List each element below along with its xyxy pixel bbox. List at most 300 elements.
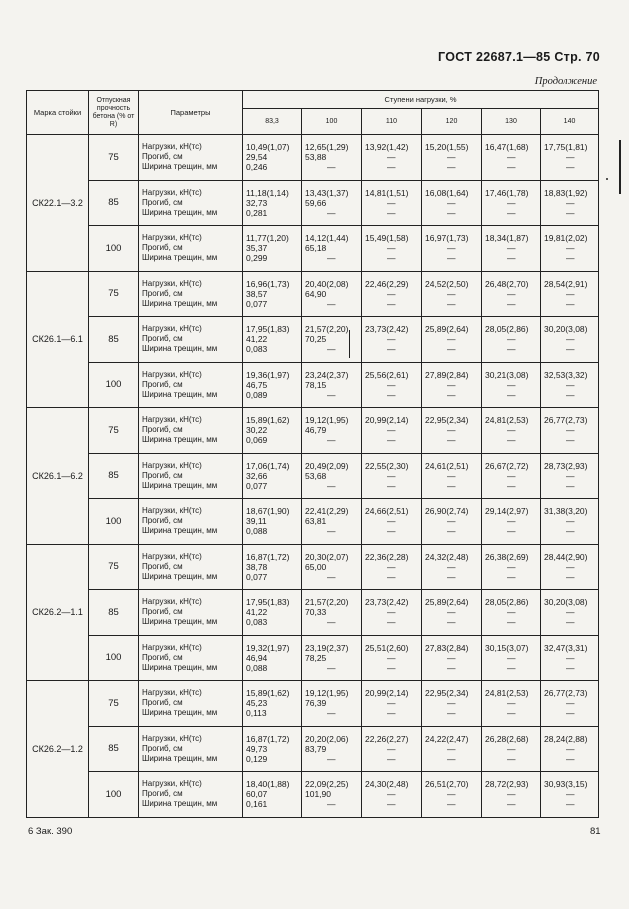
table-row	[27, 408, 599, 454]
crack-width-value: —	[387, 480, 396, 491]
param-label: Нагрузки, кН(тс)	[142, 278, 202, 288]
deflection-value: —	[566, 334, 575, 345]
load-value: 23,24(2,37)	[305, 369, 349, 380]
deflection-value: —	[387, 470, 396, 481]
crack-width-value: 0,089	[246, 389, 268, 400]
crack-width-value: —	[327, 298, 336, 309]
deflection-value: —	[507, 379, 516, 390]
deflection-value: —	[566, 789, 575, 800]
crack-width-value: —	[447, 708, 456, 719]
table-row	[27, 772, 599, 818]
crack-width-value: —	[387, 662, 396, 673]
param-label: Ширина трещин, мм	[142, 571, 218, 581]
load-value: 28,44(2,90)	[544, 551, 588, 562]
grade-cell: СК26.2—1.1	[27, 544, 89, 681]
crack-width-value: 0,077	[246, 571, 268, 582]
load-value: 26,28(2,68)	[485, 733, 529, 744]
load-value: 26,38(2,69)	[485, 551, 529, 562]
load-value: 16,97(1,73)	[425, 233, 469, 244]
param-label: Ширина трещин, мм	[142, 526, 218, 536]
crack-width-value: —	[566, 799, 575, 810]
crack-width-value: —	[447, 662, 456, 673]
load-value: 30,93(3,15)	[544, 779, 588, 790]
deflection-value: —	[507, 698, 516, 709]
col-header-params: Параметры	[139, 91, 243, 135]
value-cell	[302, 408, 362, 454]
deflection-value: —	[447, 698, 456, 709]
crack-width-value: —	[387, 799, 396, 810]
param-label: Прогиб, см	[142, 425, 183, 435]
load-value: 27,83(2,84)	[425, 642, 469, 653]
deflection-value: —	[507, 789, 516, 800]
crack-width-value: —	[327, 207, 336, 218]
deflection-value: 53,88	[305, 152, 327, 163]
crack-width-value: —	[387, 526, 396, 537]
param-label: Нагрузки, кН(тс)	[142, 460, 202, 470]
param-label: Прогиб, см	[142, 470, 183, 480]
params-cell	[139, 635, 243, 681]
crack-width-value: —	[566, 344, 575, 355]
load-value: 11,77(1,20)	[246, 233, 289, 244]
value-cell	[362, 544, 422, 590]
load-test-table	[26, 90, 599, 818]
value-cell	[302, 317, 362, 363]
value-cell	[362, 681, 422, 727]
crack-width-value: —	[387, 162, 396, 173]
crack-width-value: —	[327, 344, 336, 355]
params-cell	[139, 317, 243, 363]
page-header-title: ГОСТ 22687.1—85 Стр. 70	[438, 50, 601, 64]
load-value: 10,49(1,07)	[246, 142, 290, 153]
crack-width-value: —	[327, 389, 336, 400]
load-value: 28,05(2,86)	[485, 324, 529, 335]
value-cell	[362, 772, 422, 818]
crack-width-value: 0,083	[246, 617, 268, 628]
param-label: Нагрузки, кН(тс)	[142, 779, 202, 789]
load-value: 15,89(1,62)	[246, 415, 290, 426]
value-cell	[243, 590, 302, 636]
params-cell	[139, 726, 243, 772]
table-row	[27, 544, 599, 590]
params-cell	[139, 453, 243, 499]
crack-width-value: 0,113	[246, 708, 267, 719]
param-label: Нагрузки, кН(тс)	[142, 233, 202, 243]
param-label: Прогиб, см	[142, 516, 183, 526]
load-value: 28,24(2,88)	[544, 733, 588, 744]
param-label: Нагрузки, кН(тс)	[142, 324, 202, 334]
crack-width-value: —	[566, 298, 575, 309]
value-cell	[482, 180, 541, 226]
value-cell	[243, 226, 302, 272]
load-value: 15,49(1,58)	[365, 233, 409, 244]
table-row	[27, 180, 599, 226]
param-label: Нагрузки, кН(тс)	[142, 551, 202, 561]
deflection-value: 46,94	[246, 652, 268, 663]
strength-cell: 100	[89, 772, 139, 818]
value-cell	[541, 499, 599, 545]
load-value: 19,32(1,97)	[246, 642, 290, 653]
param-label: Прогиб, см	[142, 607, 183, 617]
value-cell	[422, 726, 482, 772]
param-label: Нагрузки, кН(тс)	[142, 597, 202, 607]
crack-width-value: —	[387, 435, 396, 446]
crack-width-value: —	[507, 662, 516, 673]
load-value: 17,75(1,81)	[544, 142, 588, 153]
params-cell	[139, 362, 243, 408]
load-value: 22,26(2,27)	[365, 733, 409, 744]
deflection-value: 65,00	[305, 561, 327, 572]
deflection-value: —	[507, 425, 516, 436]
load-value: 12,65(1,29)	[305, 142, 349, 153]
param-label: Прогиб, см	[142, 652, 183, 662]
load-value: 16,47(1,68)	[485, 142, 529, 153]
param-label: Ширина трещин, мм	[142, 435, 218, 445]
deflection-value: —	[507, 652, 516, 663]
deflection-value: —	[447, 197, 456, 208]
crack-width-value: —	[387, 571, 396, 582]
value-cell	[482, 499, 541, 545]
value-cell	[482, 726, 541, 772]
crack-width-value: —	[566, 708, 575, 719]
value-cell	[482, 681, 541, 727]
deflection-value: —	[447, 334, 456, 345]
crack-width-value: —	[447, 253, 456, 264]
load-value: 20,99(2,14)	[365, 688, 409, 699]
value-cell	[302, 726, 362, 772]
value-cell	[422, 135, 482, 181]
param-label: Нагрузки, кН(тс)	[142, 187, 202, 197]
deflection-value: —	[387, 152, 396, 163]
crack-width-value: —	[447, 435, 456, 446]
col-header-strength: Отпускная прочность бетона (% от R)	[89, 91, 139, 135]
footer-order-number: 6 Зак. 390	[28, 826, 73, 837]
load-value: 30,21(3,08)	[485, 369, 529, 380]
crack-width-value: —	[447, 344, 456, 355]
value-cell	[541, 453, 599, 499]
load-value: 19,36(1,97)	[246, 369, 290, 380]
crack-width-value: —	[566, 662, 575, 673]
crack-width-value: —	[327, 480, 336, 491]
crack-width-value: —	[387, 298, 396, 309]
deflection-value: —	[566, 152, 575, 163]
grade-cell: СК26.2—1.2	[27, 681, 89, 818]
value-cell	[541, 726, 599, 772]
grade-cell: СК22.1—3.2	[27, 135, 89, 272]
params-cell	[139, 271, 243, 317]
deflection-value: —	[447, 561, 456, 572]
deflection-value: —	[507, 607, 516, 618]
value-cell	[541, 362, 599, 408]
deflection-value: —	[566, 470, 575, 481]
strength-cell: 85	[89, 590, 139, 636]
value-cell	[541, 544, 599, 590]
deflection-value: —	[447, 425, 456, 436]
strength-cell: 100	[89, 226, 139, 272]
value-cell	[422, 499, 482, 545]
load-value: 24,22(2,47)	[425, 733, 469, 744]
crack-width-value: 0,077	[246, 480, 268, 491]
table-row	[27, 726, 599, 772]
load-value: 16,87(1,72)	[246, 551, 290, 562]
load-value: 23,73(2,42)	[365, 324, 409, 335]
crack-width-value: —	[387, 389, 396, 400]
load-value: 26,48(2,70)	[485, 278, 529, 289]
value-cell	[422, 772, 482, 818]
value-cell	[243, 271, 302, 317]
deflection-value: 46,79	[305, 425, 327, 436]
deflection-value: —	[566, 516, 575, 527]
strength-cell: 100	[89, 499, 139, 545]
param-label: Нагрузки, кН(тс)	[142, 506, 202, 516]
deflection-value: —	[566, 425, 575, 436]
param-label: Прогиб, см	[142, 288, 183, 298]
strength-cell: 100	[89, 362, 139, 408]
value-cell	[302, 226, 362, 272]
param-label: Нагрузки, кН(тс)	[142, 688, 202, 698]
value-cell	[541, 681, 599, 727]
load-value: 20,40(2,08)	[305, 278, 349, 289]
value-cell	[302, 180, 362, 226]
deflection-value: —	[566, 607, 575, 618]
deflection-value: —	[447, 152, 456, 163]
param-label: Ширина трещин, мм	[142, 662, 218, 672]
deflection-value: 32,73	[246, 197, 268, 208]
strength-cell: 85	[89, 317, 139, 363]
deflection-value: —	[566, 743, 575, 754]
deflection-value: —	[507, 334, 516, 345]
col-header-load-steps: Ступени нагрузки, %	[243, 91, 599, 109]
load-value: 17,95(1,83)	[246, 597, 290, 608]
load-level-header: 140	[541, 109, 599, 135]
params-cell	[139, 226, 243, 272]
crack-width-value: —	[447, 753, 456, 764]
value-cell	[482, 226, 541, 272]
deflection-value: 83,79	[305, 743, 327, 754]
deflection-value: —	[566, 698, 575, 709]
crack-width-value: —	[507, 207, 516, 218]
crack-width-value: 0,088	[246, 662, 268, 673]
param-label: Прогиб, см	[142, 197, 183, 207]
strength-cell: 75	[89, 681, 139, 727]
deflection-value: —	[447, 243, 456, 254]
load-value: 15,20(1,55)	[425, 142, 469, 153]
table-row	[27, 135, 599, 181]
deflection-value: 64,90	[305, 288, 327, 299]
strength-cell: 75	[89, 408, 139, 454]
load-value: 24,30(2,48)	[365, 779, 409, 790]
crack-width-value: —	[566, 571, 575, 582]
params-cell	[139, 590, 243, 636]
value-cell	[422, 226, 482, 272]
strength-cell: 85	[89, 453, 139, 499]
crack-width-value: —	[447, 571, 456, 582]
deflection-value: —	[387, 789, 396, 800]
value-cell	[362, 590, 422, 636]
grade-cell: СК26.1—6.2	[27, 408, 89, 545]
deflection-value: —	[507, 152, 516, 163]
table-row	[27, 499, 599, 545]
value-cell	[302, 772, 362, 818]
strength-cell: 75	[89, 271, 139, 317]
deflection-value: 49,73	[246, 743, 268, 754]
grade-cell: СК26.1—6.1	[27, 271, 89, 408]
deflection-value: —	[447, 379, 456, 390]
param-label: Нагрузки, кН(тс)	[142, 415, 202, 425]
deflection-value: 30,22	[246, 425, 268, 436]
deflection-value: —	[566, 379, 575, 390]
value-cell	[422, 544, 482, 590]
load-value: 26,77(2,73)	[544, 415, 588, 426]
value-cell	[243, 544, 302, 590]
crack-width-value: —	[327, 571, 336, 582]
crack-width-value: 0,299	[246, 253, 268, 264]
crack-width-value: —	[327, 708, 336, 719]
crack-width-value: 0,129	[246, 753, 268, 764]
load-value: 25,89(2,64)	[425, 324, 469, 335]
deflection-value: 70,33	[305, 607, 327, 618]
deflection-value: 46,75	[246, 379, 268, 390]
crack-width-value: —	[327, 435, 336, 446]
value-cell	[482, 544, 541, 590]
value-cell	[243, 681, 302, 727]
deflection-value: —	[387, 743, 396, 754]
deflection-value: —	[387, 243, 396, 254]
load-value: 30,20(3,08)	[544, 597, 588, 608]
deflection-value: 39,11	[246, 516, 267, 527]
crack-width-value: —	[566, 253, 575, 264]
value-cell	[482, 362, 541, 408]
deflection-value: —	[387, 334, 396, 345]
load-value: 20,30(2,07)	[305, 551, 349, 562]
value-cell	[302, 362, 362, 408]
load-level-header: 83,3	[243, 109, 302, 135]
value-cell	[243, 180, 302, 226]
value-cell	[362, 271, 422, 317]
param-label: Ширина трещин, мм	[142, 753, 218, 763]
value-cell	[302, 681, 362, 727]
value-cell	[482, 635, 541, 681]
deflection-value: —	[447, 607, 456, 618]
load-value: 28,73(2,93)	[544, 460, 588, 471]
load-value: 16,08(1,64)	[425, 187, 469, 198]
value-cell	[243, 499, 302, 545]
load-value: 31,38(3,20)	[544, 506, 588, 517]
deflection-value: 59,66	[305, 197, 327, 208]
deflection-value: 60,07	[246, 789, 268, 800]
crack-width-value: —	[327, 253, 336, 264]
table-row	[27, 590, 599, 636]
crack-width-value: —	[447, 799, 456, 810]
crack-width-value: 0,077	[246, 298, 268, 309]
load-value: 11,18(1,14)	[246, 187, 289, 198]
param-label: Ширина трещин, мм	[142, 708, 218, 718]
value-cell	[362, 726, 422, 772]
crack-width-value: —	[507, 344, 516, 355]
value-cell	[362, 180, 422, 226]
deflection-value: —	[387, 197, 396, 208]
value-cell	[243, 635, 302, 681]
crack-width-value: —	[447, 480, 456, 491]
load-value: 19,12(1,95)	[305, 415, 349, 426]
deflection-value: —	[387, 288, 396, 299]
deflection-value: 38,78	[246, 561, 268, 572]
crack-width-value: —	[566, 480, 575, 491]
value-cell	[362, 317, 422, 363]
value-cell	[422, 408, 482, 454]
load-value: 23,19(2,37)	[305, 642, 349, 653]
param-label: Нагрузки, кН(тс)	[142, 369, 202, 379]
load-value: 25,89(2,64)	[425, 597, 469, 608]
strength-cell: 100	[89, 635, 139, 681]
value-cell	[243, 362, 302, 408]
deflection-value: —	[447, 470, 456, 481]
value-cell	[362, 362, 422, 408]
value-cell	[482, 408, 541, 454]
param-label: Прогиб, см	[142, 561, 183, 571]
load-value: 28,05(2,86)	[485, 597, 529, 608]
param-label: Ширина трещин, мм	[142, 207, 218, 217]
margin-mark	[349, 330, 350, 358]
load-value: 18,67(1,90)	[246, 506, 290, 517]
value-cell	[541, 590, 599, 636]
value-cell	[422, 180, 482, 226]
deflection-value: 32,66	[246, 470, 268, 481]
crack-width-value: —	[507, 753, 516, 764]
param-label: Ширина трещин, мм	[142, 617, 218, 627]
table-row	[27, 362, 599, 408]
value-cell	[422, 271, 482, 317]
load-value: 24,52(2,50)	[425, 278, 469, 289]
load-value: 26,77(2,73)	[544, 688, 588, 699]
load-value: 16,96(1,73)	[246, 278, 290, 289]
param-label: Ширина трещин, мм	[142, 389, 218, 399]
deflection-value: —	[447, 516, 456, 527]
value-cell	[541, 180, 599, 226]
crack-width-value: —	[507, 480, 516, 491]
load-value: 20,20(2,06)	[305, 733, 349, 744]
load-level-header: 130	[482, 109, 541, 135]
crack-width-value: —	[447, 162, 456, 173]
load-value: 19,81(2,02)	[544, 233, 588, 244]
value-cell	[362, 499, 422, 545]
deflection-value: 53,68	[305, 470, 327, 481]
deflection-value: —	[387, 516, 396, 527]
value-cell	[422, 317, 482, 363]
param-label: Прогиб, см	[142, 334, 183, 344]
deflection-value: —	[447, 789, 456, 800]
load-value: 21,57(2,20)	[305, 597, 349, 608]
param-label: Нагрузки, кН(тс)	[142, 642, 202, 652]
load-value: 17,95(1,83)	[246, 324, 290, 335]
param-label: Прогиб, см	[142, 743, 183, 753]
load-value: 14,81(1,51)	[365, 187, 409, 198]
table-row	[27, 681, 599, 727]
crack-width-value: —	[507, 708, 516, 719]
param-label: Прогиб, см	[142, 379, 183, 389]
crack-width-value: —	[566, 389, 575, 400]
load-value: 22,55(2,30)	[365, 460, 409, 471]
load-level-header: 110	[362, 109, 422, 135]
crack-width-value: —	[566, 435, 575, 446]
deflection-value: —	[566, 243, 575, 254]
deflection-value: 38,57	[246, 288, 268, 299]
value-cell	[302, 271, 362, 317]
load-value: 15,89(1,62)	[246, 688, 290, 699]
deflection-value: —	[387, 698, 396, 709]
deflection-value: —	[387, 425, 396, 436]
crack-width-value: —	[327, 662, 336, 673]
deflection-value: —	[507, 197, 516, 208]
